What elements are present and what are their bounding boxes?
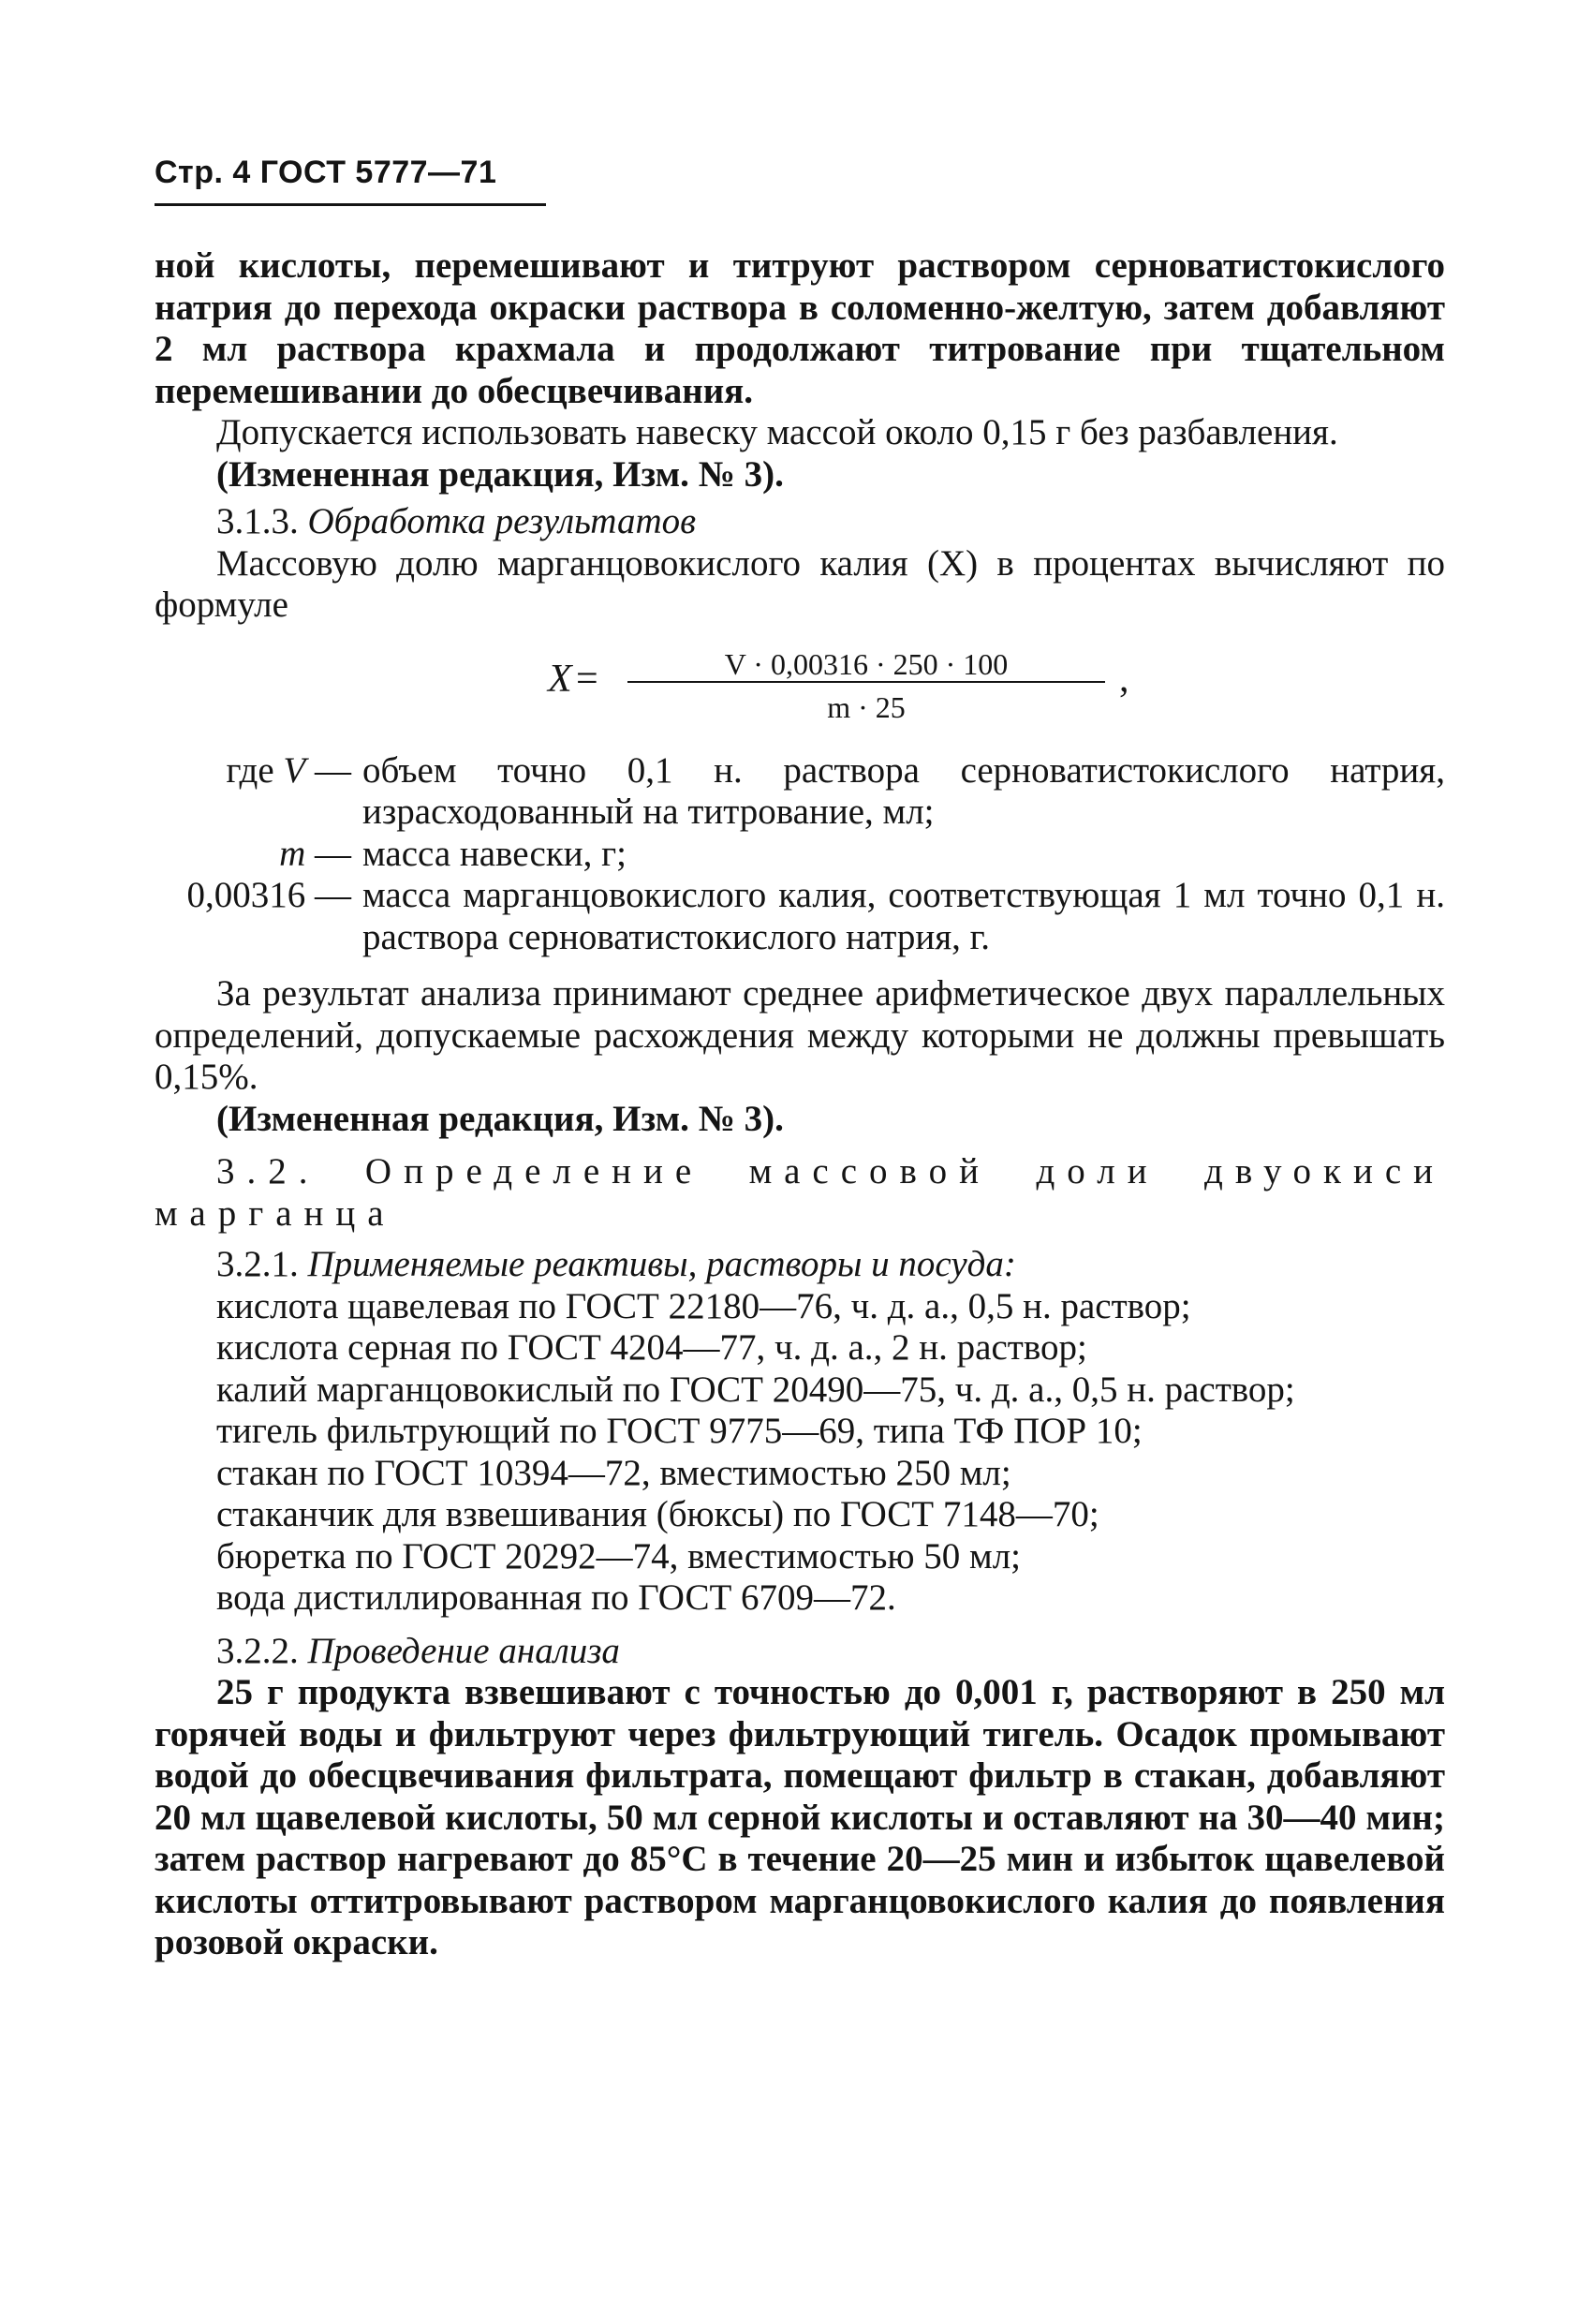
- formula-denominator: m · 25: [827, 689, 906, 724]
- where-key: 0,00316 —: [186, 875, 351, 915]
- reagent-item: стакан по ГОСТ 10394—72, вместимостью 250 мл;: [216, 1452, 1011, 1493]
- section-title: Проведение анализа: [307, 1630, 620, 1671]
- where-key: где V —: [226, 749, 351, 791]
- section-3-2-1-heading: [155, 1244, 1445, 1286]
- amendment-note: (Измененная редакция, Изм. № 3).: [216, 1098, 784, 1139]
- header-rule: [155, 203, 546, 206]
- heading-word: Определение: [364, 1151, 704, 1192]
- where-value: масса навески, г;: [362, 833, 627, 874]
- section-3-2-2-text: 25 г продукта взвешивают с точностью до 0,001 г, растворяют в 250 мл горячей воды и фильтруют через фильтрующий тигель. Осадок промывают водой до обесцвечивания фильтрата, помещают фильтр в стакан, добавляют 20 мл щавелевой кислоты, 50 мл серной кислоты и оставляют на 30—40 мин; затем раствор нагревают до 85°С в течение 20—25 мин и избыток щавелевой кислоты оттитровывают раствором марганцовокислого калия до появления розовой окраски.: [155, 1672, 1445, 1962]
- paragraph-allowed: Допускается использовать навеску массой около 0,15 г без разбавления.: [216, 412, 1338, 452]
- section-3-1-3-heading: [155, 501, 1445, 543]
- formula: [155, 630, 1445, 741]
- page-header: Стр. 4 ГОСТ 5777—71: [155, 155, 497, 190]
- reagent-item: вода дистиллированная по ГОСТ 6709—72.: [216, 1577, 896, 1618]
- section-3-2-heading-cont: марганца: [155, 1192, 396, 1234]
- heading-word: массовой: [748, 1151, 992, 1192]
- section-3-2-2-heading: [155, 1631, 1445, 1673]
- section-number: 3.2.1.: [216, 1244, 299, 1284]
- section-3-1-3-text: Массовую долю марганцовокислого калия (X) в процентах вычисляют по формуле: [155, 542, 1445, 625]
- where-key: m —: [279, 833, 351, 874]
- reagent-item: калий марганцовокислый по ГОСТ 20490—75, ч. д. а., 0,5 н. раствор;: [216, 1369, 1295, 1410]
- section-number: 3.2.: [216, 1151, 320, 1192]
- paragraph-result: За результат анализа принимают среднее арифметическое двух параллельных определений, допускаемые расхождения между которыми не должны превышать 0,15%.: [155, 973, 1445, 1097]
- reagent-item: бюретка по ГОСТ 20292—74, вместимостью 50 мл;: [216, 1535, 1022, 1576]
- paragraph-continued: ной кислоты, перемешивают и титруют раствором серноватистокислого натрия до перехода окраски раствора в соломенно-желтую, затем добавляют 2 мл раствора крахмала и продолжают титрование при тщательном перемешивании до обесцвечивания.: [155, 245, 1445, 411]
- heading-word: двуокиси: [1204, 1151, 1445, 1192]
- formula-comma: ,: [1119, 657, 1129, 701]
- reagent-item: кислота щавелевая по ГОСТ 22180—76, ч. д. а., 0,5 н. раствор;: [216, 1285, 1191, 1326]
- fraction-bar: [627, 681, 1105, 683]
- formula-numerator: V · 0,00316 · 250 · 100: [724, 646, 1009, 681]
- amendment-note: (Измененная редакция, Изм. № 3).: [216, 453, 784, 495]
- section-3-2-heading: [155, 1151, 1445, 1193]
- formula-lhs: X: [548, 657, 572, 701]
- document-body: [155, 245, 1445, 1964]
- section-number: 3.1.3.: [216, 501, 299, 541]
- heading-word: доли: [1036, 1151, 1159, 1192]
- where-value: объем точно 0,1 н. раствора серноватистокислого натрия, израсходованный на титрование, мл;: [362, 749, 1445, 832]
- where-value: масса марганцовокислого калия, соответствующая 1 мл точно 0,1 н. раствора серноватистокислого натрия, г.: [362, 875, 1445, 957]
- section-title: Применяемые реактивы, растворы и посуда:: [307, 1244, 1016, 1284]
- reagent-item: стаканчик для взвешивания (бюксы) по ГОСТ 7148—70;: [216, 1494, 1099, 1534]
- section-number: 3.2.2.: [216, 1630, 299, 1671]
- reagent-item: тигель фильтрующий по ГОСТ 9775—69, типа ТФ ПОР 10;: [216, 1411, 1143, 1451]
- formula-equals: =: [576, 657, 598, 701]
- section-title: Обработка результатов: [307, 501, 697, 541]
- reagent-item: кислота серная по ГОСТ 4204—77, ч. д. а., 2 н. раствор;: [216, 1327, 1087, 1368]
- where-list: [155, 750, 1445, 959]
